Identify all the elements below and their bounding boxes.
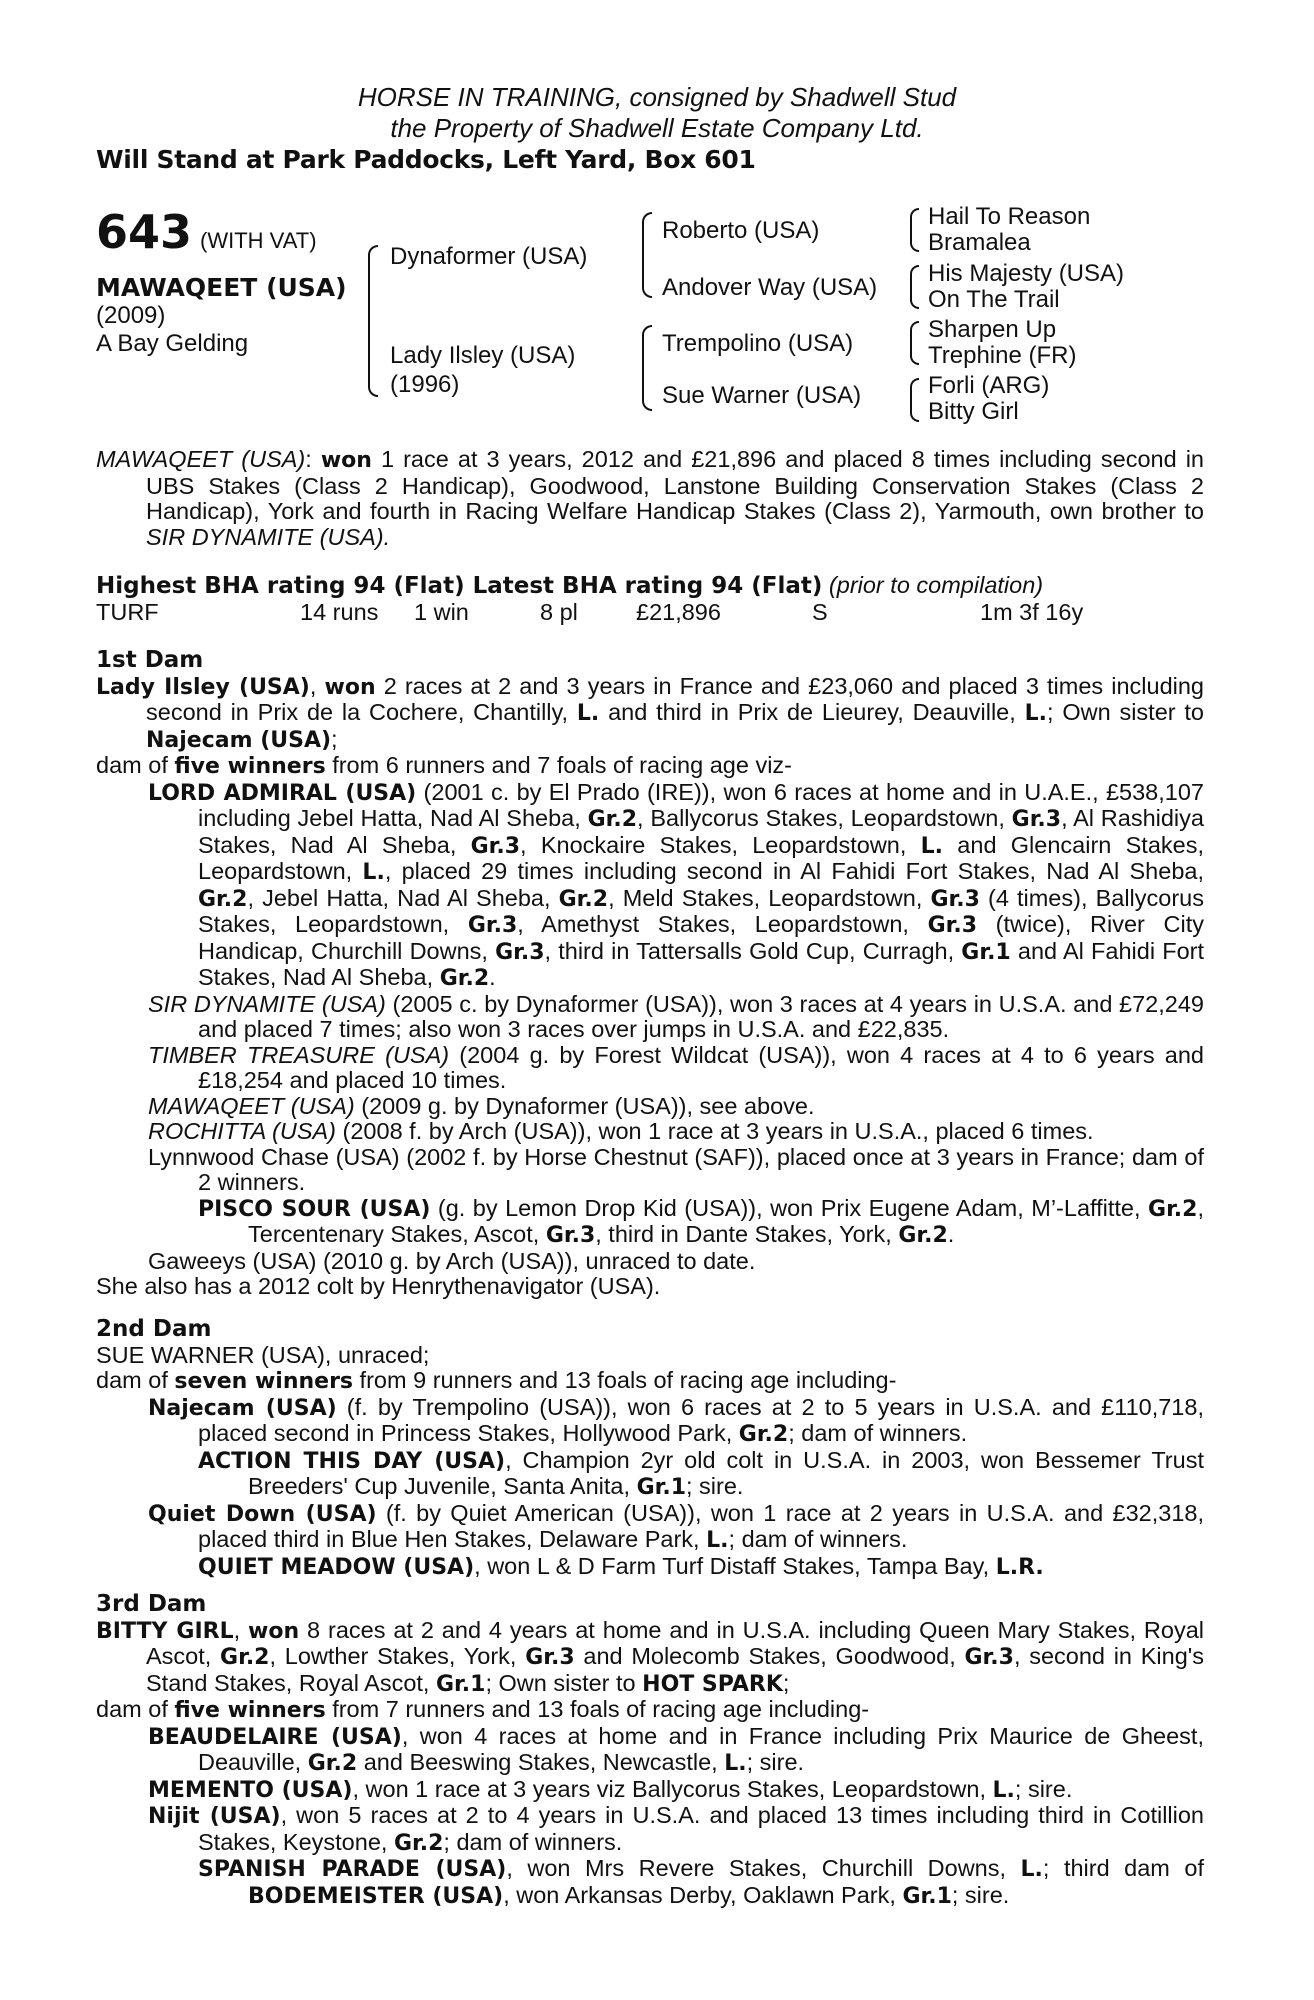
horse-name: MAWAQEET (USA) <box>96 273 347 302</box>
progeny-beaudelaire: BEAUDELAIRE (USA), won 4 races at home and in France including Prix Maurice de Gheest, Deauville, Gr.2 and Beeswing Stakes, Newcastle, L.; sire. <box>148 1722 1204 1776</box>
pedigree-brace-sire <box>642 212 652 298</box>
pedigree-g6: Trephine (FR) <box>928 342 1077 369</box>
pedigree-sire: Dynaformer (USA) <box>390 243 588 270</box>
pedigree-sire-sire: Roberto (USA) <box>662 217 820 244</box>
pedigree-dam-sire: Trempolino (USA) <box>662 330 854 357</box>
progeny-spanish-parade: SPANISH PARADE (USA), won Mrs Revere Stakes, Churchill Downs, L.; third dam of BODEMEISTER (USA), won Arkansas Derby, Oaklawn Park, Gr.1; sire. <box>198 1855 1204 1909</box>
turf-runs: 14 runs <box>300 598 379 625</box>
property-line: the Property of Shadwell Estate Company Ltd. <box>390 113 924 143</box>
pedigree-sire-dam: Andover Way (USA) <box>662 274 878 301</box>
progeny-quiet-meadow: QUIET MEADOW (USA), won L & D Farm Turf Distaff Stakes, Tampa Bay, L.R. <box>198 1552 1044 1580</box>
pedigree-g4: On The Trail <box>928 286 1060 313</box>
first-dam-record: Lady Ilsley (USA), won 2 races at 2 and 3 years in France and £23,060 and placed 3 times including second in Prix de la Cochere, Chantilly, L. and third in Prix de Lieurey, Deauville, L.; Own sister to Najecam (USA); <box>96 672 1204 753</box>
turf-earnings: £21,896 <box>636 598 721 625</box>
pedigree-brace-g3 <box>910 321 919 365</box>
progeny-lord-admiral: LORD ADMIRAL (USA) (2001 c. by El Prado (IRE)), won 6 races at home and in U.A.E., £538,107 including Jebel Hatta, Nad Al Sheba, Gr.2, Ballycorus Stakes, Leopardstown, Gr.3, Al Rashidiya Stakes, Nad Al Sheba, Gr.3, Knockaire Stakes, Leopardstown, L. and Glencairn Stakes, Leopardstown, L., placed 29 times including second in Al Fahidi Fort Stakes, Nad Al Sheba, Gr.2, Jebel Hatta, Nad Al Sheba, Gr.2, Meld Stakes, Leopardstown, Gr.3 (4 times), Ballycorus Stakes, Leopardstown, Gr.3, Amethyst Stakes, Leopardstown, Gr.3 (twice), River City Handicap, Churchill Downs, Gr.3, third in Tattersalls Gold Cup, Curragh, Gr.1 and Al Fahidi Fort Stakes, Nad Al Sheba, Gr.2. <box>148 778 1204 991</box>
progeny-najecam: Najecam (USA) (f. by Trempolino (USA)), won 6 races at 2 to 5 years in U.S.A. and £110,718, placed second in Princess Stakes, Hollywood Park, Gr.2; dam of winners. <box>148 1393 1204 1447</box>
pedigree-dam: Lady Ilsley (USA) <box>390 342 576 369</box>
first-dam-colt-note: She also has a 2012 colt by Henrythenavigator (USA). <box>96 1273 661 1299</box>
horse-year: (2009) <box>96 302 166 329</box>
horse-description: A Bay Gelding <box>96 330 249 357</box>
pedigree-brace-g1 <box>910 208 919 252</box>
bha-rating: Highest BHA rating 94 (Flat) Latest BHA rating 94 (Flat) (prior to compilation) <box>96 572 1044 599</box>
turf-going: S <box>812 598 828 625</box>
progeny-quiet-down: Quiet Down (USA) (f. by Quiet American (USA)), won 1 race at 2 years in U.S.A. and £32,318, placed third in Blue Hen Stakes, Delaware Park, L.; dam of winners. <box>148 1499 1204 1553</box>
pedigree-g5: Sharpen Up <box>928 316 1057 343</box>
progeny-lynnwood-chase: Lynnwood Chase (USA) (2002 f. by Horse Chestnut (SAF)), placed once at 3 years in France; dam of 2 winners. <box>148 1143 1204 1195</box>
second-dam-produce-summary: dam of seven winners from 9 runners and 13 foals of racing age including- <box>96 1367 897 1394</box>
pedigree-brace-parents <box>368 245 378 397</box>
turf-distance: 1m 3f 16y <box>980 598 1084 625</box>
rating-block <box>96 573 1204 626</box>
third-dam-heading: 3rd Dam <box>96 1591 207 1617</box>
first-dam-heading: 1st Dam <box>96 647 204 673</box>
pedigree-g1: Hail To Reason <box>928 203 1091 230</box>
pedigree-dam-dam: Sue Warner (USA) <box>662 382 862 409</box>
progeny-sir-dynamite: SIR DYNAMITE (USA) (2005 c. by Dynaformer (USA)), won 3 races at 4 years in U.S.A. and £72,249 and placed 7 times; also won 3 races over jumps in U.S.A. and £22,835. <box>148 990 1204 1042</box>
turf-record <box>96 600 1204 626</box>
progeny-nijit: Nijit (USA), won 5 races at 2 to 4 years in U.S.A. and placed 13 times including third in Cotillion Stakes, Keystone, Gr.2; dam of winners. <box>148 1802 1204 1856</box>
race-summary: MAWAQEET (USA): won 1 race at 3 years, 2012 and £21,896 and placed 8 times including second in UBS Stakes (Class 2 Handicap), Goodwood, Lanstone Building Conservation Stakes (Class 2 Handicap), York and fourth in Racing Welfare Handicap Stakes (Class 2), Yarmouth, own brother to SIR DYNAMITE (USA). <box>96 446 1204 550</box>
pedigree-g8: Bitty Girl <box>928 398 1019 425</box>
progeny-pisco-sour: PISCO SOUR (USA) (g. by Lemon Drop Kid (USA)), won Prix Eugene Adam, M’-Laffitte, Gr.2, Tercentenary Stakes, Ascot, Gr.3, third in Dante Stakes, York, Gr.2. <box>198 1194 1204 1248</box>
lot-header <box>96 205 317 259</box>
pedigree-brace-g4 <box>910 378 919 422</box>
progeny-memento: MEMENTO (USA), won 1 race at 3 years viz Ballycorus Stakes, Leopardstown, L.; sire. <box>148 1775 1073 1803</box>
third-dam-block <box>96 1592 1204 1909</box>
vat-label: (WITH VAT) <box>200 228 317 253</box>
first-dam-block <box>96 648 1204 1300</box>
summary-block <box>96 447 1204 550</box>
pedigree-brace-dam <box>642 325 652 411</box>
turf-placed: 8 pl <box>540 598 578 625</box>
pedigree-g7: Forli (ARG) <box>928 372 1050 399</box>
turf-wins: 1 win <box>414 598 469 625</box>
pedigree-brace-g2 <box>910 265 919 309</box>
third-dam-record: BITTY GIRL, won 8 races at 2 and 4 years at home and in U.S.A. including Queen Mary Stakes, Royal Ascot, Gr.2, Lowther Stakes, York, Gr.3 and Molecomb Stakes, Goodwood, Gr.3, second in King's Stand Stakes, Royal Ascot, Gr.1; Own sister to HOT SPARK; <box>96 1616 1205 1697</box>
progeny-rochitta: ROCHITTA (USA) (2008 f. by Arch (USA)), won 1 race at 3 years in U.S.A., placed 6 times. <box>148 1118 1094 1144</box>
progeny-mawaqeet: MAWAQEET (USA) (2009 g. by Dynaformer (USA)), see above. <box>148 1092 815 1119</box>
pedigree-g2: Bramalea <box>928 229 1031 256</box>
second-dam-record: SUE WARNER (USA), unraced; <box>96 1341 430 1368</box>
third-dam-produce-summary: dam of five winners from 7 runners and 13 foals of racing age including- <box>96 1696 870 1723</box>
turf-surface: TURF <box>96 598 159 625</box>
stand-location: Will Stand at Park Paddocks, Left Yard, Box 601 <box>96 145 756 174</box>
progeny-gaweeys: Gaweeys (USA) (2010 g. by Arch (USA)), unraced to date. <box>148 1247 756 1274</box>
lot-number: 643 <box>96 205 193 259</box>
second-dam-block <box>96 1317 1204 1580</box>
consignor-line: HORSE IN TRAINING, consigned by Shadwell Stud <box>357 82 957 112</box>
progeny-action-this-day: ACTION THIS DAY (USA), Champion 2yr old colt in U.S.A. in 2003, won Bessemer Trust Breeders' Cup Juvenile, Santa Anita, Gr.1; sire. <box>198 1446 1204 1500</box>
progeny-timber-treasure: TIMBER TREASURE (USA) (2004 g. by Forest Wildcat (USA)), won 4 races at 4 to 6 years and £18,254 and placed 10 times. <box>148 1041 1205 1093</box>
first-dam-produce-summary: dam of five winners from 6 runners and 7 foals of racing age viz- <box>96 752 792 779</box>
second-dam-heading: 2nd Dam <box>96 1316 212 1342</box>
pedigree-dam-year: (1996) <box>390 371 460 398</box>
pedigree-g3: His Majesty (USA) <box>928 260 1125 287</box>
